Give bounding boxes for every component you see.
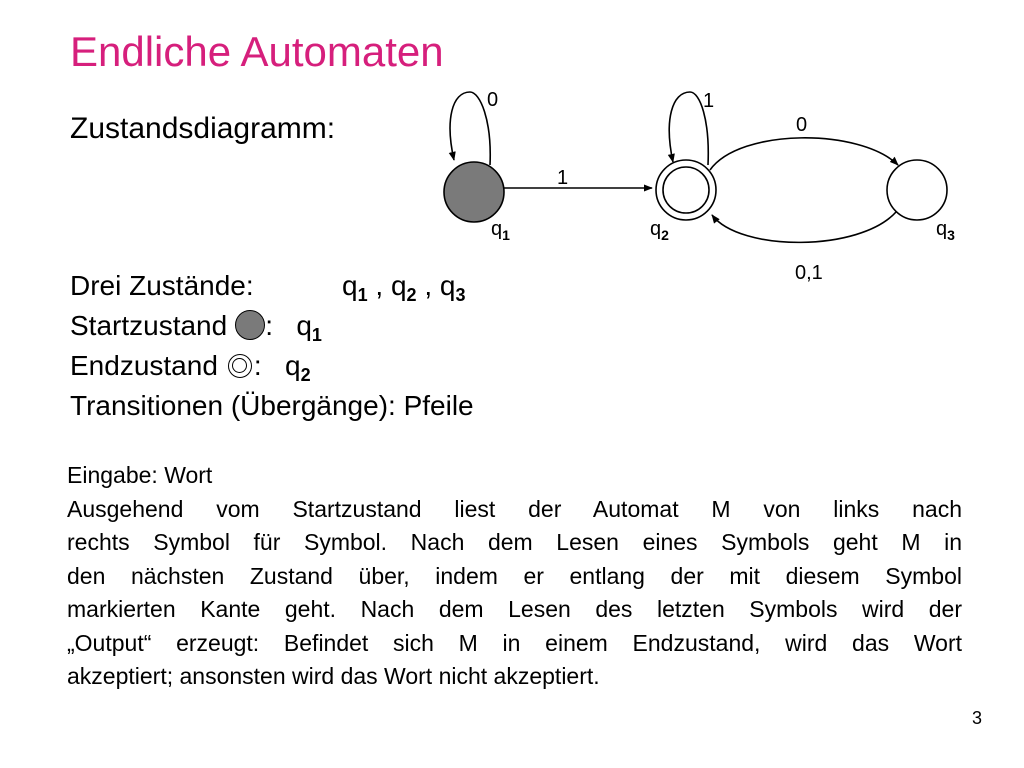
description-line: „Output“ erzeugt: Befindet sich M in einem Endzustand, wird das Wort bbox=[67, 629, 962, 656]
state-q1-start bbox=[444, 162, 504, 222]
start-label: Startzustand bbox=[70, 310, 228, 341]
state-label-q1: $q_1$ bbox=[491, 218, 510, 243]
states-label: Drei Zustände: bbox=[70, 270, 254, 301]
page-number: 3 bbox=[972, 708, 983, 728]
description-line: rechts Symbol für Symbol. Nach dem Lesen eines Symbols geht M in bbox=[67, 529, 962, 555]
edge-q1-loop bbox=[450, 92, 490, 165]
edge-q3-q2 bbox=[712, 212, 896, 242]
final-state-icon bbox=[228, 354, 252, 378]
edge-label-q2-q3: 0 bbox=[796, 114, 808, 136]
state-label-q3: $q_3$ bbox=[936, 218, 955, 243]
start-state-row: Startzustand : $q_1$ bbox=[70, 310, 322, 345]
description-heading: Eingabe: Wort bbox=[67, 462, 213, 488]
final-state-row: Endzustand : $q_2$ bbox=[70, 350, 311, 385]
description-line: den nächsten Zustand über, indem er entlang der mit diesem Symbol bbox=[67, 562, 962, 589]
description-line: Ausgehend vom Startzustand liest der Automat M von links nach bbox=[67, 495, 962, 522]
transitions-row: Transitionen (Übergänge): Pfeile bbox=[70, 390, 474, 421]
states-values: $q_1$ , $q_2$ , $q_3$ bbox=[342, 270, 466, 305]
start-state-icon bbox=[235, 310, 265, 340]
facts-list bbox=[70, 266, 474, 426]
description-line: markierten Kante geht. Nach dem Lesen des letzten Symbols wird der bbox=[67, 596, 962, 622]
state-label-q2: $q_2$ bbox=[650, 218, 669, 243]
diagram-heading: Zustandsdiagramm: bbox=[70, 112, 336, 145]
state-q3 bbox=[887, 160, 947, 220]
states-row bbox=[70, 266, 474, 306]
edge-label-q1-q2: 1 bbox=[557, 167, 569, 189]
final-label: Endzustand bbox=[70, 350, 218, 381]
description bbox=[67, 459, 962, 694]
state-q2-final-inner bbox=[663, 167, 709, 213]
edge-label-q3-q2: 0,1 bbox=[795, 262, 823, 284]
description-line: akzeptiert; ansonsten wird das Wort nicht akzeptiert. bbox=[67, 663, 600, 689]
edge-label-q1-loop: 0 bbox=[487, 89, 499, 111]
edge-label-q2-loop: 1 bbox=[703, 90, 715, 112]
edge-q2-q3 bbox=[710, 138, 898, 170]
slide-title: Endliche Automaten bbox=[70, 28, 444, 75]
